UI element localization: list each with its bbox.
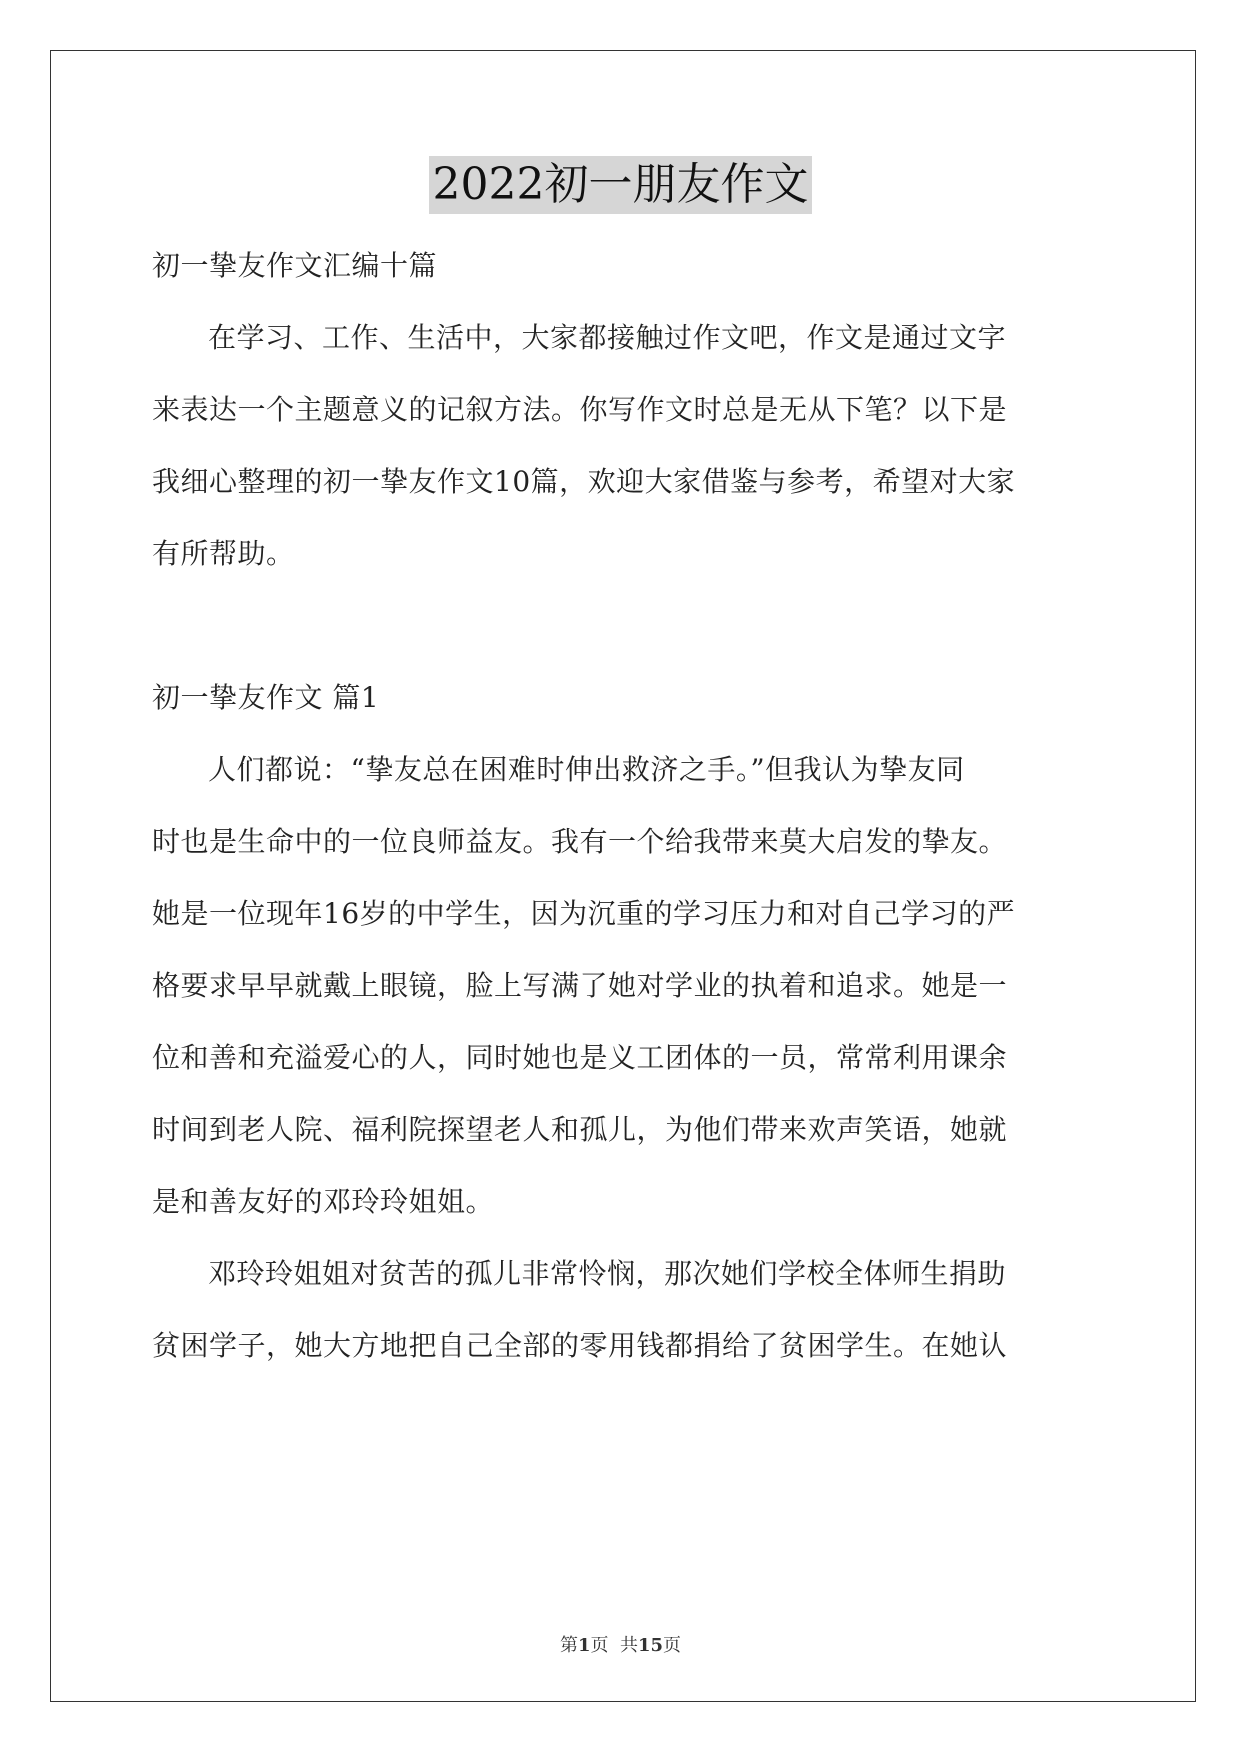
document-subtitle: 初一挚友作文汇编十篇 [152,249,438,282]
intro-line: 我细心整理的初一挚友作文10篇，欢迎大家借鉴与参考，希望对大家 [152,465,1016,498]
paragraph-line: 时间到老人院、福利院探望老人和孤儿，为他们带来欢声笑语，她就 [152,1113,1008,1146]
paragraph-line: 邓玲玲姐姐对贫苦的孤儿非常怜悯，那次她们学校全体师生捐助 [208,1257,1007,1290]
paragraph-line: 时也是生命中的一位良师益友。我有一个给我带来莫大启发的挚友。 [152,825,1008,858]
paragraph-line: 她是一位现年16岁的中学生，因为沉重的学习压力和对自己学习的严 [152,897,1016,930]
intro-line: 有所帮助。 [152,537,295,570]
page-border [50,50,1196,1702]
footer-middle: 页 共 [590,1635,638,1656]
section-heading: 初一挚友作文 篇1 [152,681,380,714]
title-container [0,156,1241,214]
intro-line: 在学习、工作、生活中，大家都接触过作文吧，作文是通过文字 [208,321,1007,354]
footer-total-pages: 15 [637,1635,664,1656]
footer-prefix: 第 [559,1635,578,1656]
paragraph-line: 人们都说：“挚友总在困难时伸出救济之手。”但我认为挚友同 [208,753,965,786]
paragraph-line: 贫困学子，她大方地把自己全部的零用钱都捐给了贫困学生。在她认 [152,1329,1008,1362]
paragraph-line: 格要求早早就戴上眼镜，脸上写满了她对学业的执着和追求。她是一 [152,969,1008,1002]
intro-line: 来表达一个主题意义的记叙方法。你写作文时总是无从下笔？以下是 [152,393,1008,426]
footer-page-number: 1 [577,1635,591,1656]
paragraph-line: 是和善友好的邓玲玲姐姐。 [152,1185,495,1218]
page-footer [0,1634,1241,1658]
document-title: 2022初一朋友作文 [429,156,813,214]
footer-suffix: 页 [663,1635,682,1656]
paragraph-line: 位和善和充溢爱心的人，同时她也是义工团体的一员，常常利用课余 [152,1041,1008,1074]
